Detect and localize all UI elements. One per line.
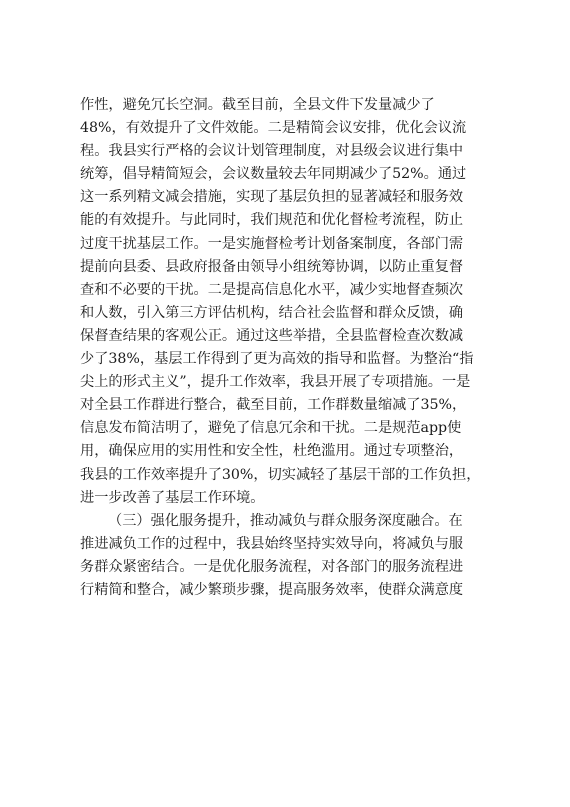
text-line: 这一系列精文减会措施，实现了基层负担的显著减轻和服务效 — [80, 189, 464, 206]
section-heading-line: （三）强化服务提升，推动减负与群众服务深度融合。在 — [108, 512, 463, 529]
text-line: 过度干扰基层工作。一是实施督检考计划备案制度，各部门需 — [80, 235, 464, 252]
text-line: 对全县工作群进行整合，截至目前，工作群数量缩减了35%， — [80, 397, 467, 414]
text-line: 尖上的形式主义”，提升工作效率，我县开展了专项措施。一是 — [80, 374, 471, 391]
text-line: 能的有效提升。与此同时，我们规范和优化督检考流程，防止 — [80, 212, 464, 229]
text-line: 查和不必要的干扰。二是提高信息化水平，减少实地督查频次 — [80, 281, 464, 298]
text-line: 进一步改善了基层工作环境。 — [80, 489, 265, 506]
text-line: 48%，有效提升了文件效能。二是精简会议安排，优化会议流 — [80, 120, 467, 137]
text-line: 程。我县实行严格的会议计划管理制度，对县级会议进行集中 — [80, 143, 464, 160]
text-line: 我县的工作效率提升了30%，切实减轻了基层干部的工作负担， — [80, 466, 481, 483]
text-line: 用，确保应用的实用性和安全性，杜绝滥用。通过专项整治， — [80, 443, 464, 460]
text-line: 作性，避免冗长空洞。截至目前，全县文件下发量减少了 — [80, 97, 435, 113]
text-line: 提前向县委、县政府报备由领导小组统筹协调，以防止重复督 — [80, 258, 464, 275]
text-line: 少了38%，基层工作得到了更为高效的指导和监督。为整治“指 — [80, 351, 474, 368]
text-line: 推进减负工作的过程中，我县始终坚持实效导向，将减负与服 — [80, 535, 464, 552]
text-line: 务群众紧密结合。一是优化服务流程，对各部门的服务流程进 — [80, 558, 464, 575]
text-line: 保督查结果的客观公正。通过这些举措，全县监督检查次数减 — [80, 327, 464, 344]
body-text — [80, 94, 500, 602]
text-line: 统筹，倡导精简短会，会议数量较去年同期减少了52%。通过 — [80, 166, 467, 183]
text-line: 行精简和整合，减少繁琐步骤，提高服务效率，使群众满意度 — [80, 581, 464, 598]
text-line: 和人数，引入第三方评估机构，结合社会监督和群众反馈，确 — [80, 304, 464, 321]
text-line: 信息发布简洁明了，避免了信息冗余和干扰。二是规范app使 — [80, 420, 462, 437]
